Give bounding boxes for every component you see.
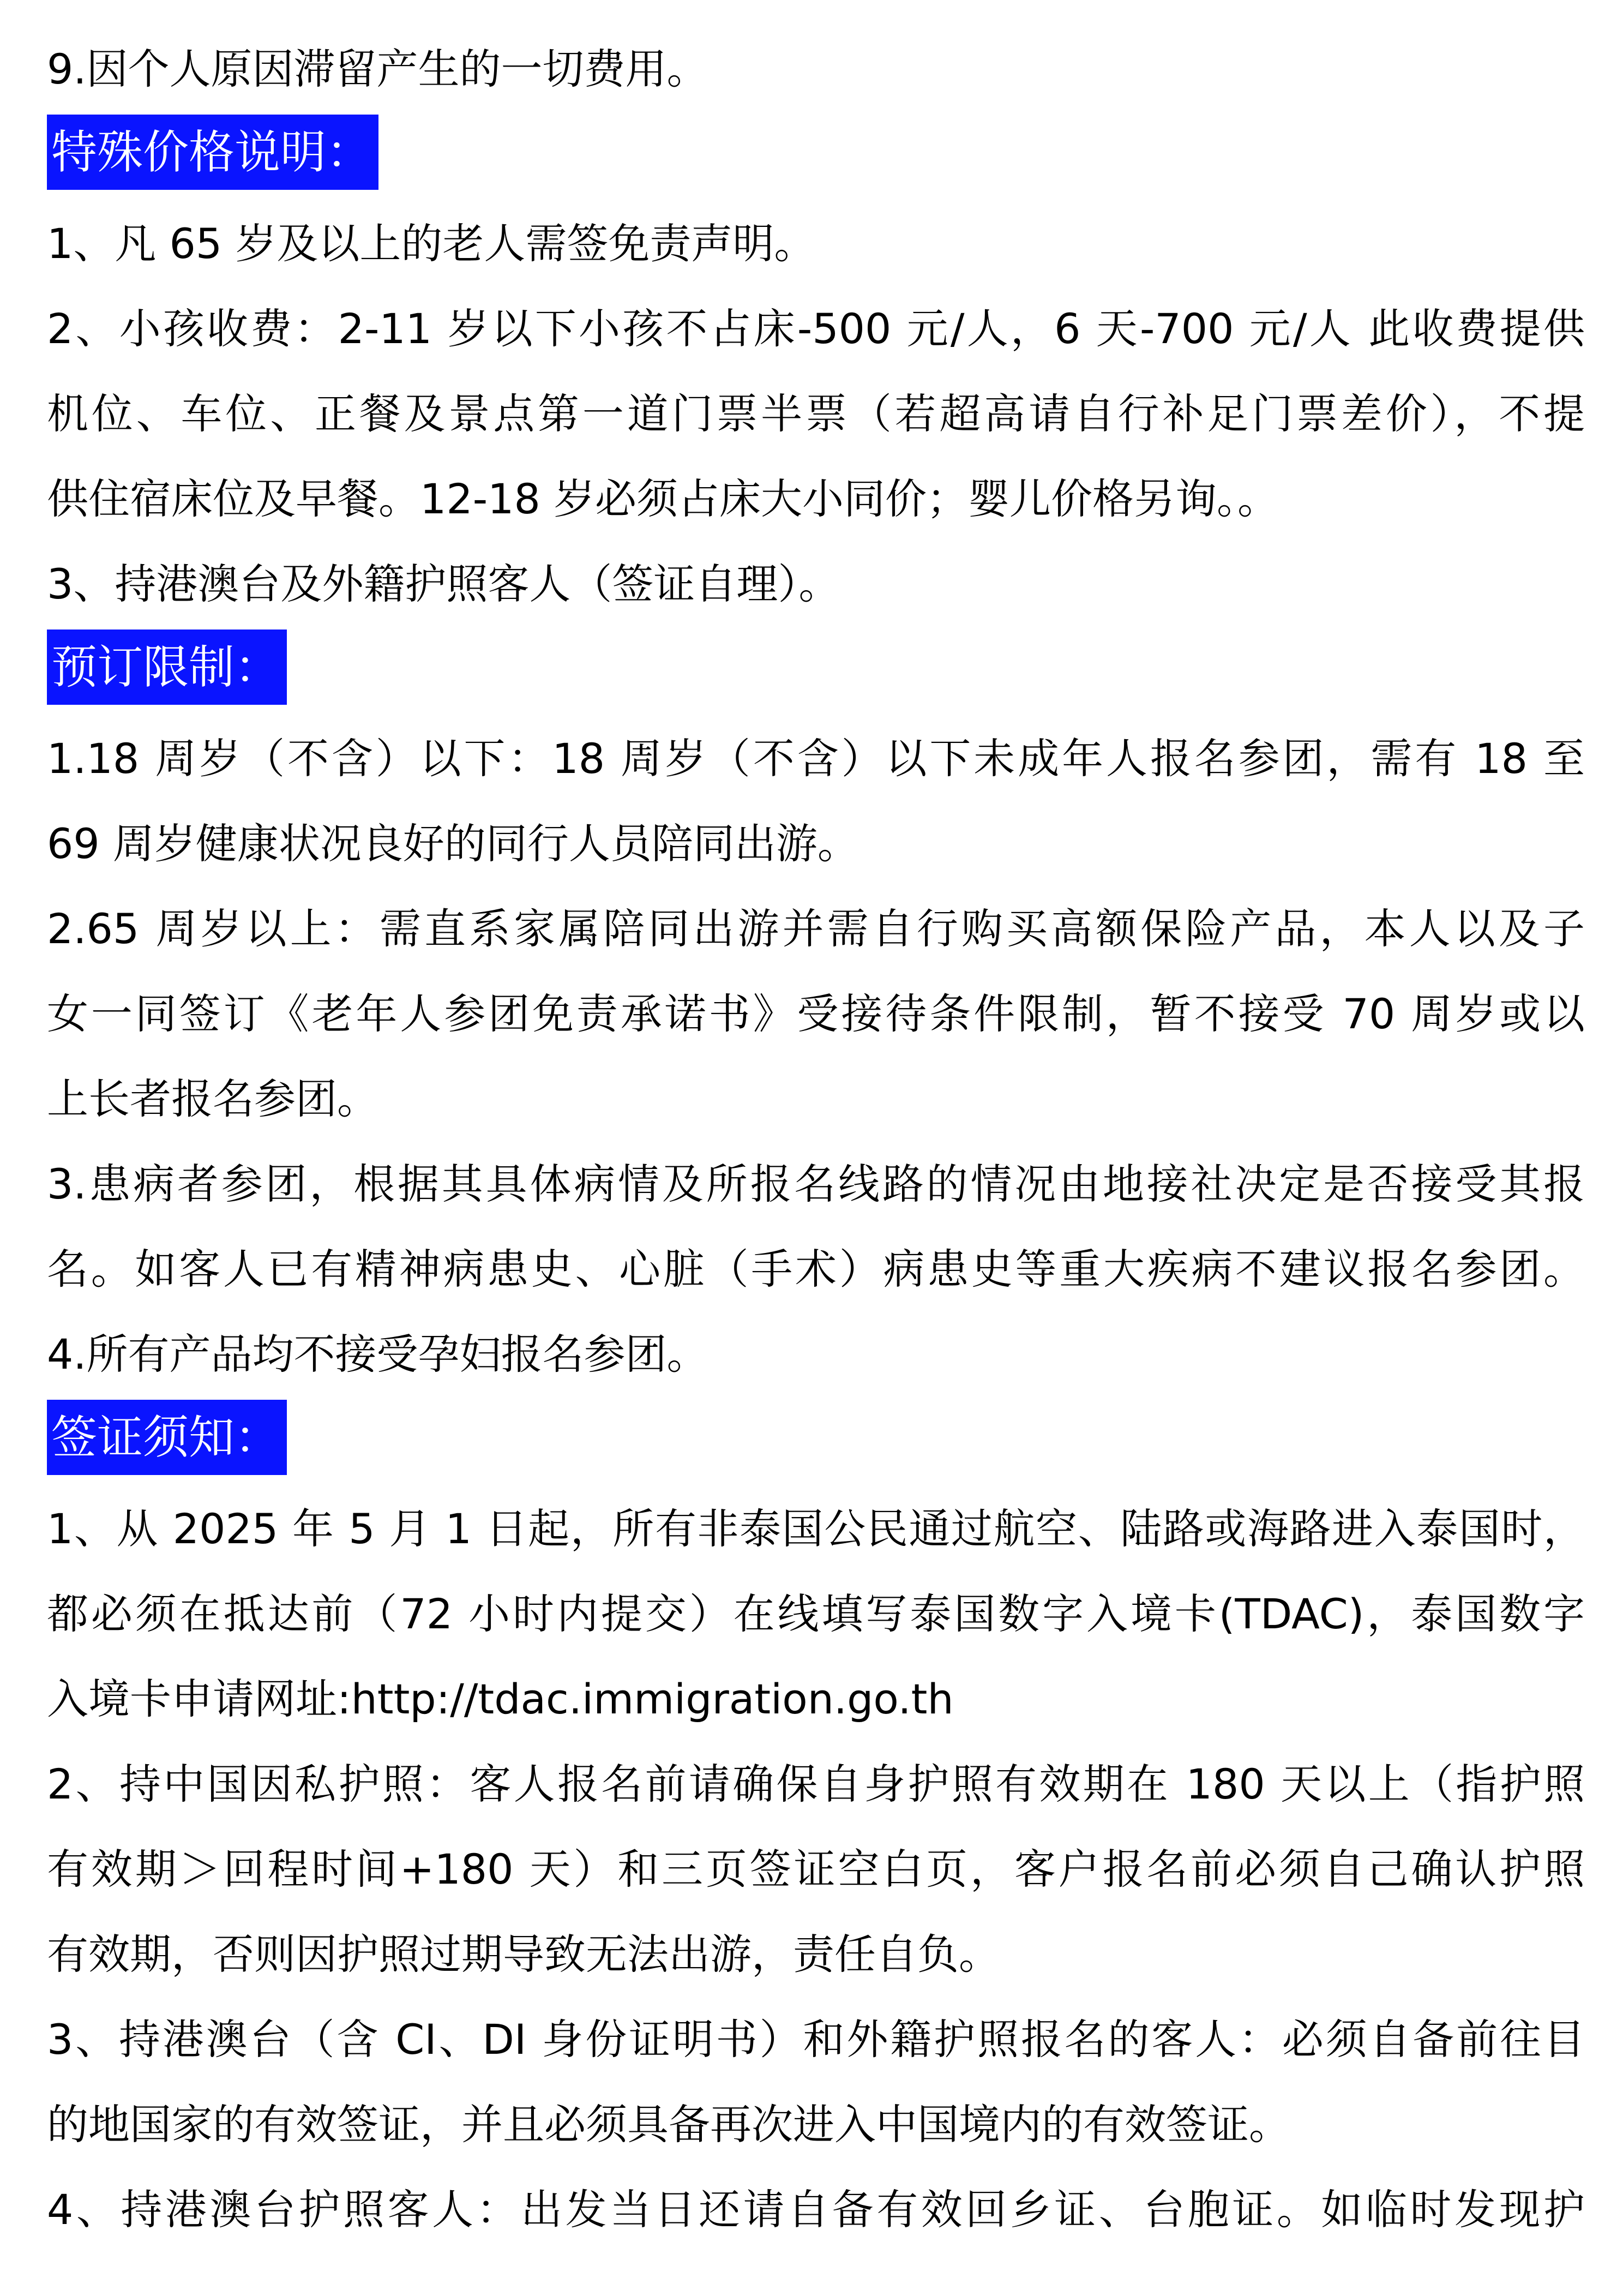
special-price-item-1: 1、凡 65 岁及以上的老人需签免责声明。	[47, 219, 816, 268]
section-heading-special-price: 特殊价格说明：	[47, 115, 378, 190]
visa-notice-item-2-line-1: 2、持中国因私护照：客人报名前请确保自身护照有效期在 180 天以上（指护照	[47, 1760, 1585, 1808]
special-price-item-3: 3、持港澳台及外籍护照客人（签证自理）。	[47, 560, 840, 608]
booking-limits-item-1-line-1: 1.18 周岁（不含）以下：18 周岁（不含）以下未成年人报名参团，需有 18 至	[47, 734, 1585, 783]
visa-notice-item-1-line-1: 1、从 2025 年 5 月 1 日起，所有非泰国公民通过航空、陆路或海路进入泰国时，	[47, 1504, 1585, 1553]
paragraph-item-9: 9.因个人原因滞留产生的一切费用。	[47, 45, 708, 93]
section-heading-visa-notice: 签证须知：	[47, 1400, 287, 1475]
special-price-item-2-line-2: 机位、车位、正餐及景点第一道门票半票（若超高请自行补足门票差价），不提	[47, 389, 1585, 438]
booking-limits-item-3-line-1: 3.患病者参团，根据其具体病情及所报名线路的情况由地接社决定是否接受其报	[47, 1160, 1585, 1208]
visa-notice-item-1-line-3: 入境卡申请网址:http://tdac.immigration.go.th	[47, 1675, 954, 1723]
visa-notice-item-3-line-2: 的地国家的有效签证，并且必须具备再次进入中国境内的有效签证。	[47, 2100, 1290, 2149]
booking-limits-item-2-line-1: 2.65 周岁以上：需直系家属陪同出游并需自行购买高额保险产品，本人以及子	[47, 904, 1585, 953]
visa-notice-item-1-line-2: 都必须在抵达前（72 小时内提交）在线填写泰国数字入境卡(TDAC)，泰国数字	[47, 1590, 1585, 1638]
booking-limits-item-1-line-2: 69 周岁健康状况良好的同行人员陪同出游。	[47, 819, 859, 868]
section-heading-booking-limits: 预订限制：	[47, 630, 287, 705]
booking-limits-item-3-line-2: 名。如客人已有精神病患史、心脏（手术）病患史等重大疾病不建议报名参团。	[47, 1245, 1585, 1293]
special-price-item-2-line-1: 2、小孩收费：2-11 岁以下小孩不占床-500 元/人，6 天-700 元/人 此收费提供	[47, 304, 1585, 353]
visa-notice-item-2-line-2: 有效期＞回程时间+180 天）和三页签证空白页，客户报名前必须自己确认护照	[47, 1845, 1585, 1893]
visa-notice-item-3-line-1: 3、持港澳台（含 CI、DI 身份证明书）和外籍护照报名的客人：必须自备前往目	[47, 2015, 1585, 2064]
visa-notice-item-2-line-3: 有效期，否则因护照过期导致无法出游，责任自负。	[47, 1930, 1000, 1979]
special-price-item-2-line-3: 供住宿床位及早餐。12-18 岁必须占床大小同价；婴儿价格另询。。	[47, 475, 1279, 523]
booking-limits-item-2-line-2: 女一同签订《老年人参团免责承诺书》受接待条件限制，暂不接受 70 周岁或以	[47, 990, 1585, 1038]
booking-limits-item-2-line-3: 上长者报名参团。	[47, 1075, 378, 1123]
visa-notice-item-4-line-1: 4、持港澳台护照客人：出发当日还请自备有效回乡证、台胞证。如临时发现护	[47, 2185, 1585, 2234]
booking-limits-item-4: 4.所有产品均不接受孕妇报名参团。	[47, 1330, 708, 1378]
